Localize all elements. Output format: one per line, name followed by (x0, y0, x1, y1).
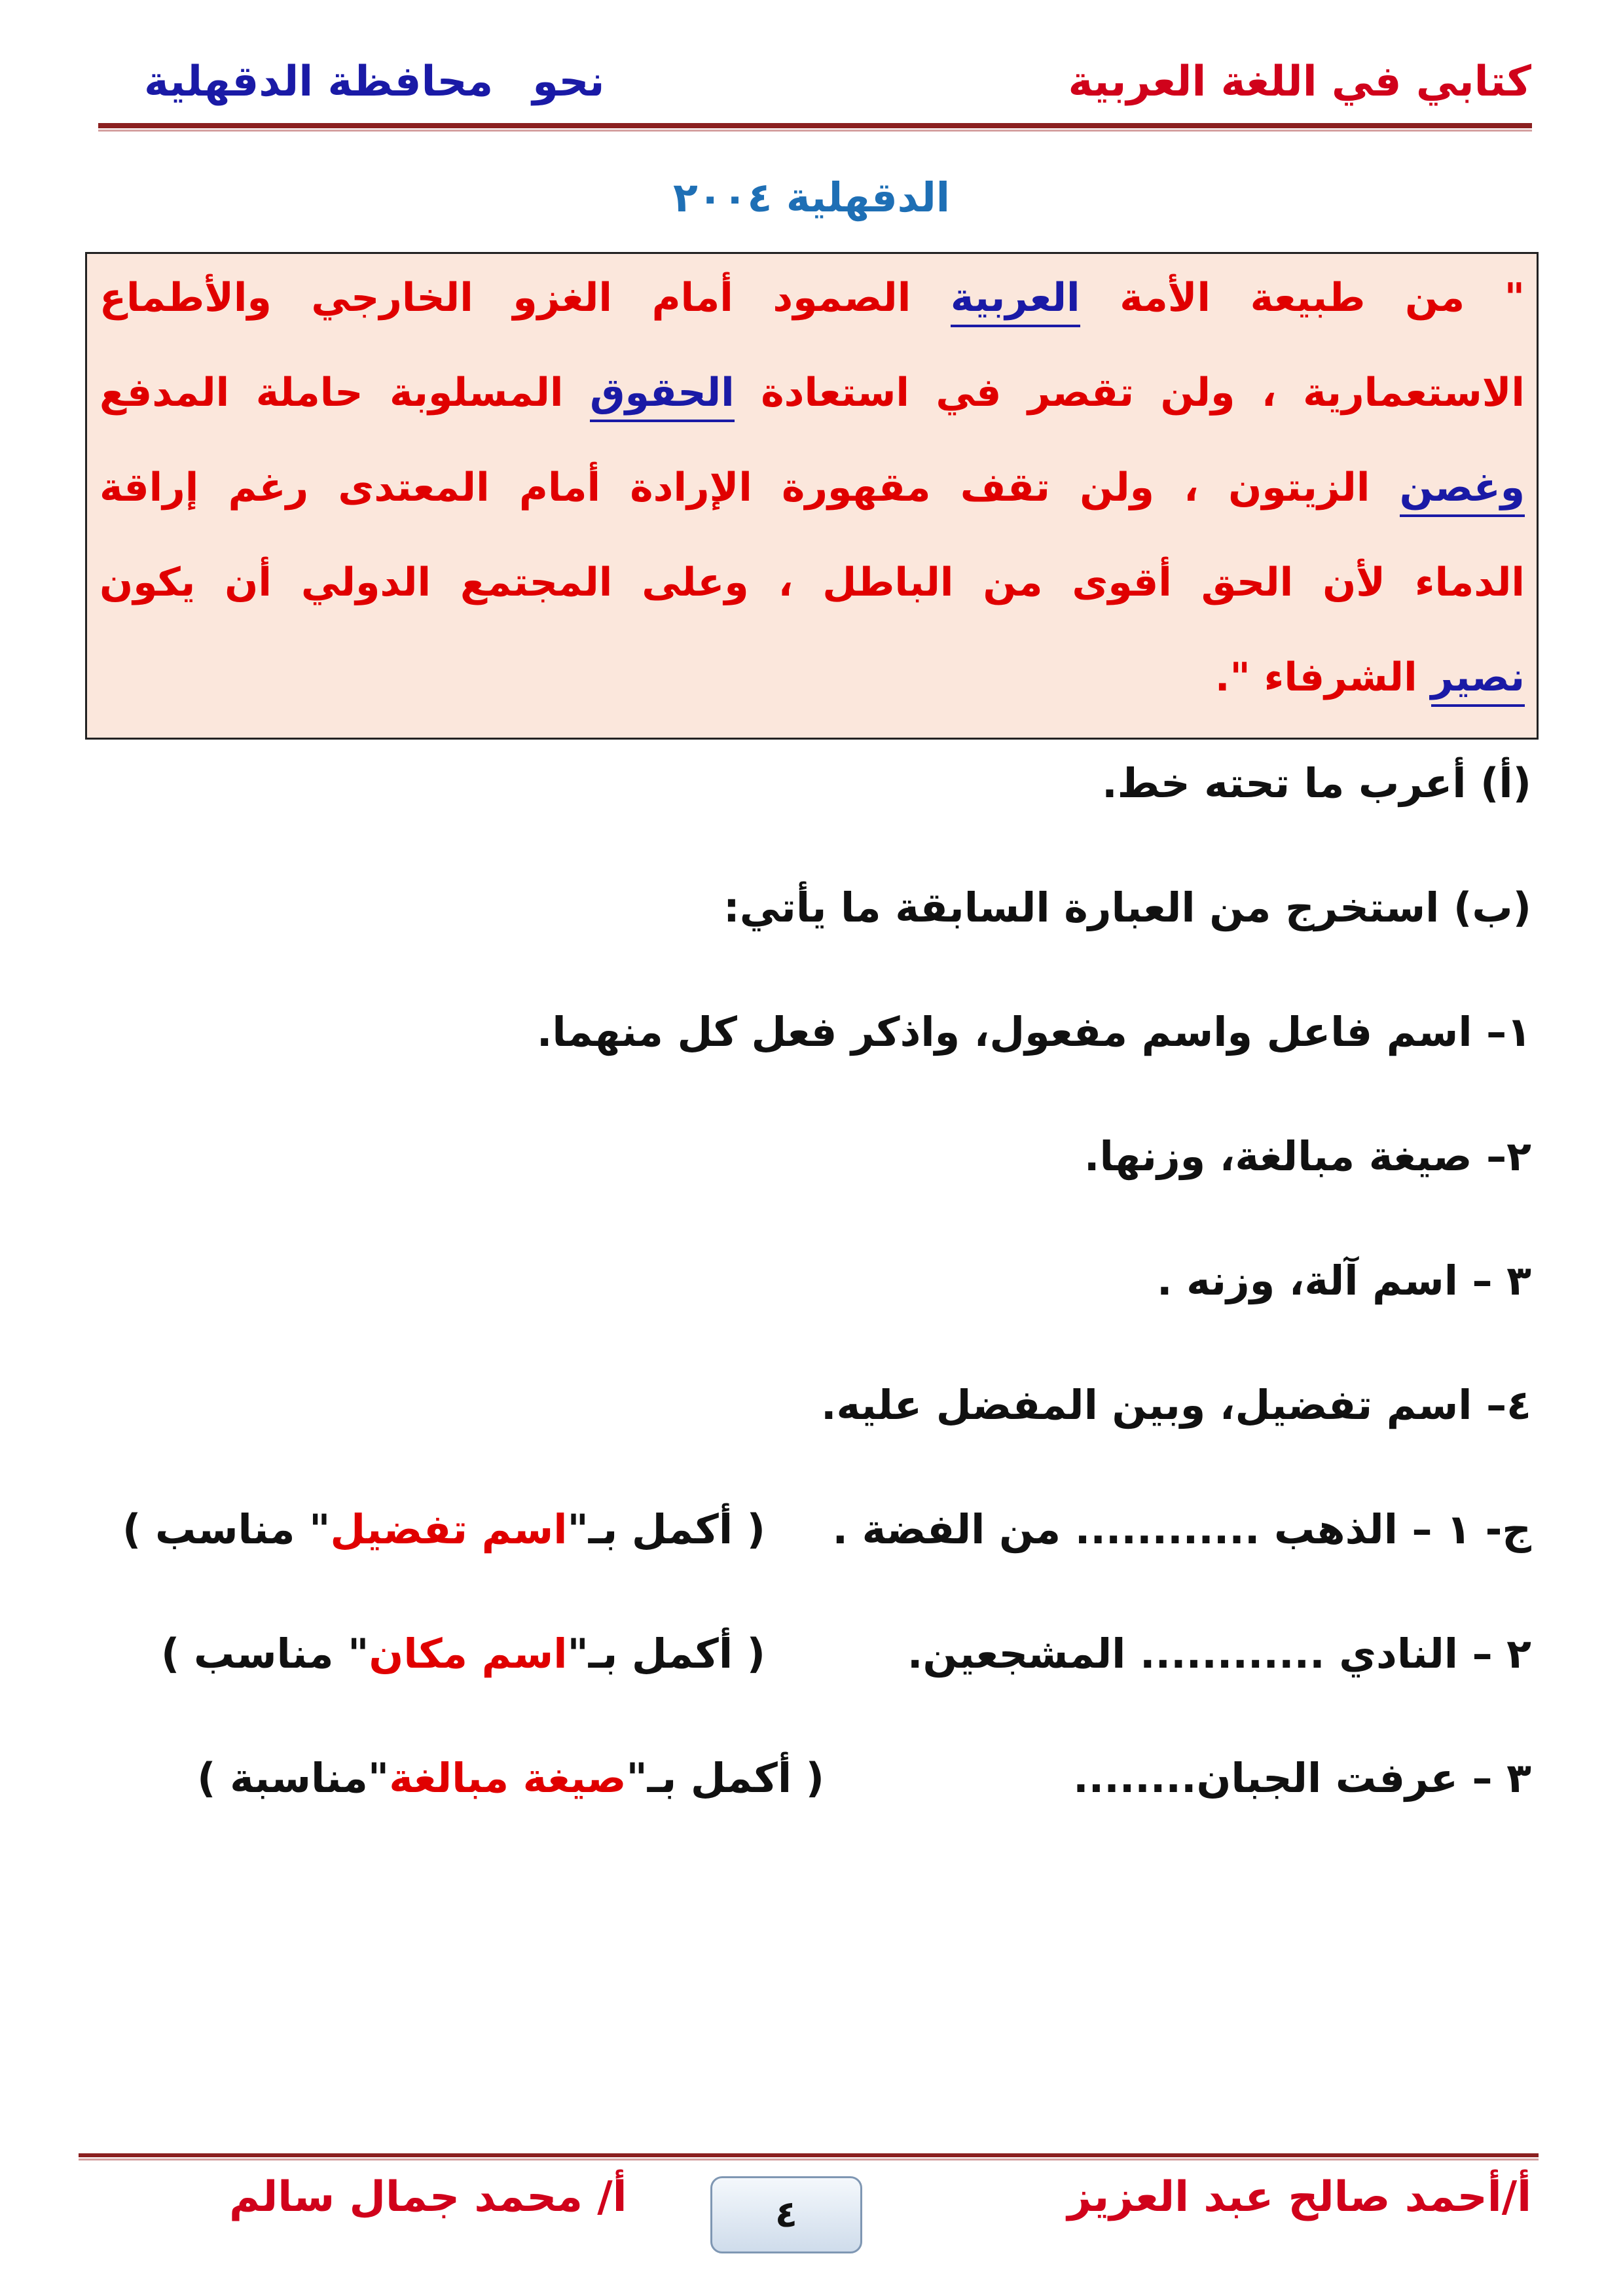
header-subject (144, 58, 605, 106)
passage-line-1: " من طبيعة الأمة العربية الصمود أمام الغزو الخارجي والأطماع (100, 275, 1525, 321)
exam-title: الدقهلية ٢٠٠٤ (672, 173, 951, 221)
footer-author-left: أ/ محمد جمال سالم (229, 2173, 627, 2221)
subject-label: نحو (532, 58, 605, 106)
footer-divider (79, 2153, 1539, 2157)
header-divider (98, 123, 1532, 128)
question-b4: ٤– اسم تفضيل، وبين المفضل عليه. (820, 1381, 1531, 1429)
underlined-word-3: وغصن (1400, 465, 1525, 517)
underlined-word-1: العربية (951, 275, 1080, 327)
question-b2: ٢– صيغة مبالغة، وزنها. (1084, 1132, 1531, 1180)
question-c3: ٣ – عرفت الجبان........ (1073, 1754, 1531, 1802)
book-title: كتابي في اللغة العربية (1068, 58, 1531, 106)
question-c2-hint: ( أكمل بـ"اسم مكان" مناسب ) (161, 1630, 765, 1677)
header-divider-thin (98, 130, 1532, 132)
question-a: (أ) أعرب ما تحته خط. (1102, 759, 1531, 807)
question-c1: ج- ١ – الذهب ............ من الفضة . (832, 1505, 1531, 1553)
underlined-word-2: الحقوق (590, 370, 735, 422)
question-b1: ١– اسم فاعل واسم مفعول، واذكر فعل كل منهما. (536, 1008, 1531, 1056)
passage-line-4: الدماء لأن الحق أقوى من الباطل ، وعلى المجتمع الدولي أن يكون (100, 560, 1525, 605)
question-b: (ب) استخرج من العبارة السابقة ما يأتي: (723, 884, 1531, 931)
footer-author-right: أ/أحمد صالح عبد العزيز (1067, 2173, 1531, 2221)
question-b3: ٣ – اسم آلة، وزنه . (1157, 1257, 1531, 1304)
question-c3-hint: ( أكمل بـ"صيغة مبالغة"مناسبة ) (197, 1754, 824, 1802)
footer-divider-thin (79, 2159, 1539, 2161)
question-c1-hint: ( أكمل بـ"اسم تفضيل" مناسب ) (122, 1505, 765, 1553)
passage-line-5: نصير الشرفاء ". (1215, 655, 1525, 700)
passage-line-3: وغصن الزيتون ، ولن تقف مقهورة الإرادة أمام المعتدى رغم إراقة (100, 465, 1525, 511)
question-c2: ٢ – النادي ............ المشجعين. (907, 1630, 1531, 1677)
governorate-label: محافظة الدقهلية (144, 58, 494, 106)
passage-line-2: الاستعمارية ، ولن تقصر في استعادة الحقوق المسلوبة حاملة المدفع (100, 370, 1525, 416)
underlined-word-4: نصير (1431, 655, 1525, 707)
page-number: ٤ (710, 2176, 862, 2253)
